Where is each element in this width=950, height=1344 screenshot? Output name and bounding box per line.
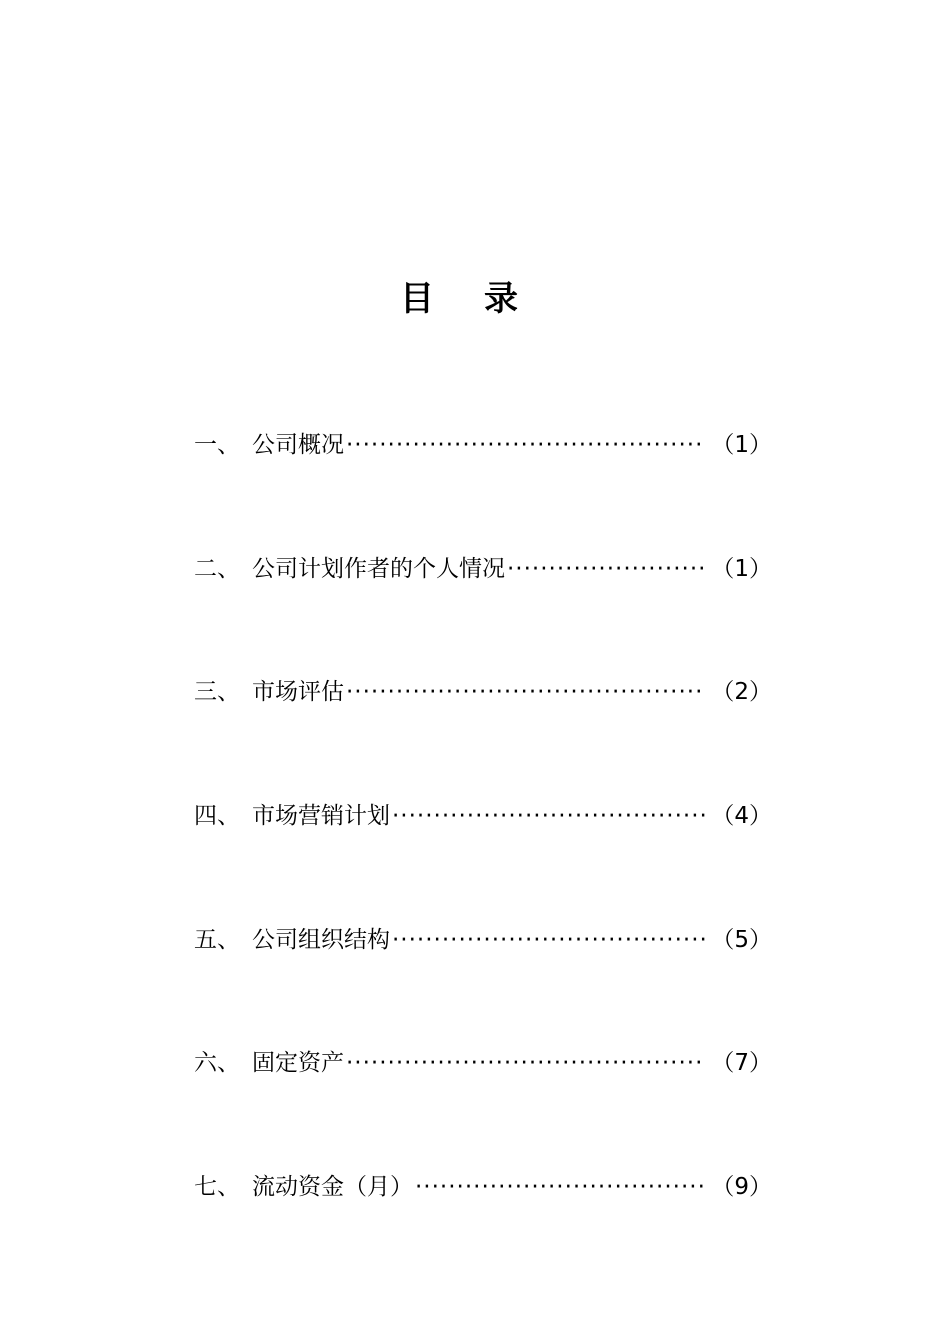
toc-entry-page: （2） [711,679,772,706]
toc-entry[interactable] [194,921,772,1045]
toc-dot-leader [346,1044,705,1082]
toc-dot-leader [415,1168,705,1206]
toc-entry-page: （9） [711,1174,772,1201]
toc-entry-number: 四、 [194,803,240,830]
toc-entry-page: （4） [711,803,772,830]
toc-entry-number: 二、 [194,555,240,582]
toc-entry-number: 五、 [194,926,240,953]
toc-entry[interactable] [194,550,772,674]
toc-entry-page: （7） [711,1050,772,1077]
toc-entry[interactable] [194,797,772,921]
table-of-contents [194,426,772,1292]
toc-dot-leader [346,426,705,464]
toc-entry-title: 公司计划作者的个人情况 [252,555,505,582]
toc-entry-title: 公司概况 [252,432,344,458]
toc-dot-leader [392,797,705,835]
toc-entry[interactable] [194,426,772,550]
toc-entry-page: （1） [711,432,772,458]
toc-entry-title: 流动资金（月） [252,1174,413,1201]
toc-entry[interactable] [194,1044,772,1168]
toc-dot-leader [507,550,705,588]
toc-entry[interactable] [194,673,772,797]
toc-entry[interactable] [194,1168,772,1292]
toc-entry-title: 公司组织结构 [252,926,390,953]
toc-dot-leader [346,673,705,711]
toc-entry-page: （1） [711,555,772,582]
toc-entry-number: 一、 [194,432,240,458]
toc-entry-number: 三、 [194,679,240,706]
toc-entry-title: 市场营销计划 [252,803,390,830]
toc-entry-title: 市场评估 [252,679,344,706]
toc-entry-page: （5） [711,926,772,953]
page-title: 目录 [400,279,568,319]
toc-entry-number: 六、 [194,1050,240,1077]
toc-entry-title: 固定资产 [252,1050,344,1077]
toc-entry-number: 七、 [194,1174,240,1201]
toc-dot-leader [392,921,705,959]
